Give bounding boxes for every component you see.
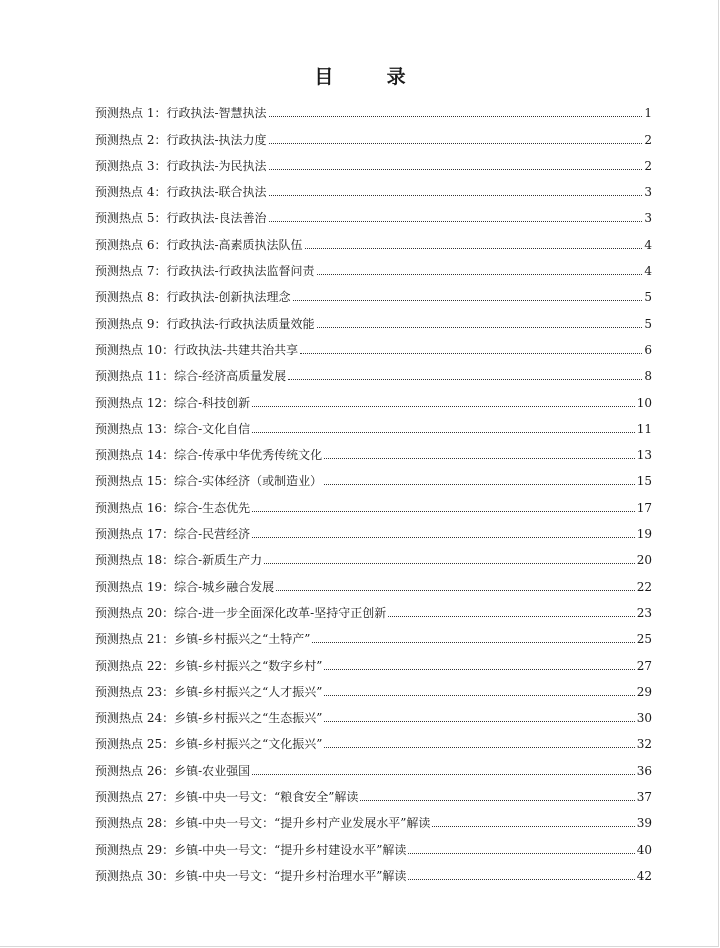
toc-entry[interactable] — [95, 516, 652, 542]
toc-entry-label: 预测热点 16：综合-生态优先 — [95, 500, 251, 515]
toc-entry[interactable] — [95, 200, 652, 226]
toc-entry-page-number: 10 — [636, 395, 652, 410]
toc-title: 目 录 — [314, 66, 423, 88]
dot-leader — [324, 695, 634, 696]
toc-entry[interactable] — [95, 805, 652, 831]
dot-leader — [305, 248, 643, 249]
toc-entry-page-number: 4 — [644, 264, 652, 279]
toc-entry-label: 预测热点 3：行政执法-为民执法 — [95, 158, 267, 173]
toc-entry-page-number: 39 — [636, 816, 652, 831]
toc-entry[interactable] — [95, 595, 652, 621]
dot-leader — [432, 826, 634, 827]
toc-entry-label: 预测热点 14：综合-传承中华优秀传统文化 — [95, 448, 323, 463]
toc-entry[interactable] — [95, 279, 652, 305]
dot-leader — [288, 379, 642, 380]
toc-entry-page-number: 4 — [644, 237, 652, 252]
toc-entry-label: 预测热点 13：综合-文化自信 — [95, 421, 251, 436]
toc-entry-page-number: 5 — [644, 290, 652, 305]
toc-entry-label: 预测热点 25：乡镇-乡村振兴之“文化振兴” — [95, 737, 323, 752]
toc-entry-label: 预测热点 19：综合-城乡融合发展 — [95, 579, 275, 594]
dot-leader — [408, 853, 634, 854]
dot-leader — [264, 563, 635, 564]
toc-entry-label: 预测热点 27：乡镇-中央一号文：“粮食安全”解读 — [95, 790, 359, 805]
toc-entry-page-number: 37 — [636, 790, 652, 805]
dot-leader — [317, 274, 643, 275]
dot-leader — [252, 511, 635, 512]
dot-leader — [252, 432, 635, 433]
toc-entry-label: 预测热点 5：行政执法-良法善治 — [95, 211, 267, 226]
toc-entry[interactable] — [95, 752, 652, 778]
dot-leader — [269, 195, 643, 196]
toc-entry[interactable] — [95, 779, 652, 805]
toc-entry[interactable] — [95, 121, 652, 147]
dot-leader — [324, 458, 635, 459]
toc-entry-page-number: 23 — [636, 605, 652, 620]
toc-entry-page-number: 17 — [636, 500, 652, 515]
dot-leader — [300, 353, 642, 354]
toc-entry[interactable] — [95, 726, 652, 752]
toc-entry[interactable] — [95, 542, 652, 568]
dot-leader — [252, 537, 635, 538]
toc-entry-label: 预测热点 6：行政执法-高素质执法队伍 — [95, 237, 303, 252]
dot-leader — [408, 879, 634, 880]
toc-entry-label: 预测热点 12：综合-科技创新 — [95, 395, 251, 410]
toc-entry-page-number: 32 — [636, 737, 652, 752]
toc-entry-page-number: 3 — [644, 185, 652, 200]
toc-entry-page-number: 2 — [644, 132, 652, 147]
toc-entry[interactable] — [95, 332, 652, 358]
toc-entry[interactable] — [95, 148, 652, 174]
toc-entry-page-number: 30 — [636, 711, 652, 726]
toc-entry-label: 预测热点 29：乡镇-中央一号文：“提升乡村建设水平”解读 — [95, 842, 407, 857]
dot-leader — [252, 774, 635, 775]
toc-entry-label: 预测热点 26：乡镇-农业强国 — [95, 763, 251, 778]
toc-entry[interactable] — [95, 384, 652, 410]
dot-leader — [269, 221, 643, 222]
toc-entry-label: 预测热点 9：行政执法-行政执法质量效能 — [95, 316, 315, 331]
toc-entry-page-number: 8 — [644, 369, 652, 384]
toc-entry-page-number: 3 — [644, 211, 652, 226]
dot-leader — [324, 669, 634, 670]
toc-entry-page-number: 1 — [644, 106, 652, 121]
toc-entry-page-number: 27 — [636, 658, 652, 673]
toc-entry-label: 预测热点 18：综合-新质生产力 — [95, 553, 263, 568]
toc-entry[interactable] — [95, 489, 652, 515]
toc-entry[interactable] — [95, 95, 652, 121]
toc-entry-page-number: 2 — [644, 158, 652, 173]
toc-entry-label: 预测热点 30：乡镇-中央一号文：“提升乡村治理水平”解读 — [95, 868, 407, 883]
toc-entry[interactable] — [95, 253, 652, 279]
toc-entry[interactable] — [95, 305, 652, 331]
dot-leader — [360, 800, 634, 801]
toc-entry-label: 预测热点 23：乡镇-乡村振兴之“人才振兴” — [95, 684, 323, 699]
dot-leader — [324, 484, 635, 485]
toc-entry[interactable] — [95, 674, 652, 700]
toc-entry[interactable] — [95, 621, 652, 647]
toc-entry[interactable] — [95, 858, 652, 884]
dot-leader — [269, 116, 643, 117]
toc-entry-label: 预测热点 8：行政执法-创新执法理念 — [95, 290, 291, 305]
toc-entry-page-number: 29 — [636, 684, 652, 699]
toc-entry-page-number: 22 — [636, 579, 652, 594]
toc-entry-label: 预测热点 21：乡镇-乡村振兴之“土特产” — [95, 632, 311, 647]
toc-entry-page-number: 20 — [636, 553, 652, 568]
toc-entry-page-number: 36 — [636, 763, 652, 778]
toc-entry-page-number: 11 — [636, 421, 652, 436]
dot-leader — [269, 169, 643, 170]
toc-entry-label: 预测热点 2：行政执法-执法力度 — [95, 132, 267, 147]
dot-leader — [324, 747, 634, 748]
toc-entry[interactable] — [95, 226, 652, 252]
toc-entry-label: 预测热点 24：乡镇-乡村振兴之“生态振兴” — [95, 711, 323, 726]
dot-leader — [293, 300, 643, 301]
dot-leader — [324, 721, 634, 722]
toc-entry[interactable] — [95, 647, 652, 673]
toc-entry-label: 预测热点 28：乡镇-中央一号文：“提升乡村产业发展水平”解读 — [95, 816, 431, 831]
toc-entry-page-number: 19 — [636, 527, 652, 542]
toc-entry-page-number: 13 — [636, 448, 652, 463]
dot-leader — [276, 590, 635, 591]
dot-leader — [312, 642, 634, 643]
toc-entry-label: 预测热点 7：行政执法-行政执法监督问责 — [95, 264, 315, 279]
toc-entry[interactable] — [95, 568, 652, 594]
dot-leader — [317, 327, 643, 328]
toc-entry-page-number: 6 — [644, 342, 652, 357]
toc-entry[interactable] — [95, 831, 652, 857]
toc-entry[interactable] — [95, 463, 652, 489]
dot-leader — [269, 143, 643, 144]
toc-entry-page-number: 5 — [644, 316, 652, 331]
toc-entry[interactable] — [95, 411, 652, 437]
toc-entry-page-number: 40 — [636, 842, 652, 857]
toc-entry-label: 预测热点 11：综合-经济高质量发展 — [95, 369, 287, 384]
toc-entry[interactable] — [95, 700, 652, 726]
toc-entry[interactable] — [95, 358, 652, 384]
toc-entry-label: 预测热点 20：综合-进一步全面深化改革-坚持守正创新 — [95, 605, 387, 620]
toc-entry-label: 预测热点 15：综合-实体经济（或制造业） — [95, 474, 323, 489]
toc-entry-page-number: 25 — [636, 632, 652, 647]
dot-leader — [252, 406, 635, 407]
toc-entry-page-number: 42 — [636, 868, 652, 883]
toc-entry-label: 预测热点 4：行政执法-联合执法 — [95, 185, 267, 200]
toc-entry-page-number: 15 — [636, 474, 652, 489]
toc-entry-label: 预测热点 1：行政执法-智慧执法 — [95, 106, 267, 121]
toc-entry-label: 预测热点 22：乡镇-乡村振兴之“数字乡村” — [95, 658, 323, 673]
toc-entry-label: 预测热点 10：行政执法-共建共治共享 — [95, 342, 299, 357]
toc-entry-label: 预测热点 17：综合-民营经济 — [95, 527, 251, 542]
toc-list — [95, 95, 652, 884]
dot-leader — [388, 616, 635, 617]
toc-entry[interactable] — [95, 437, 652, 463]
toc-entry[interactable] — [95, 174, 652, 200]
